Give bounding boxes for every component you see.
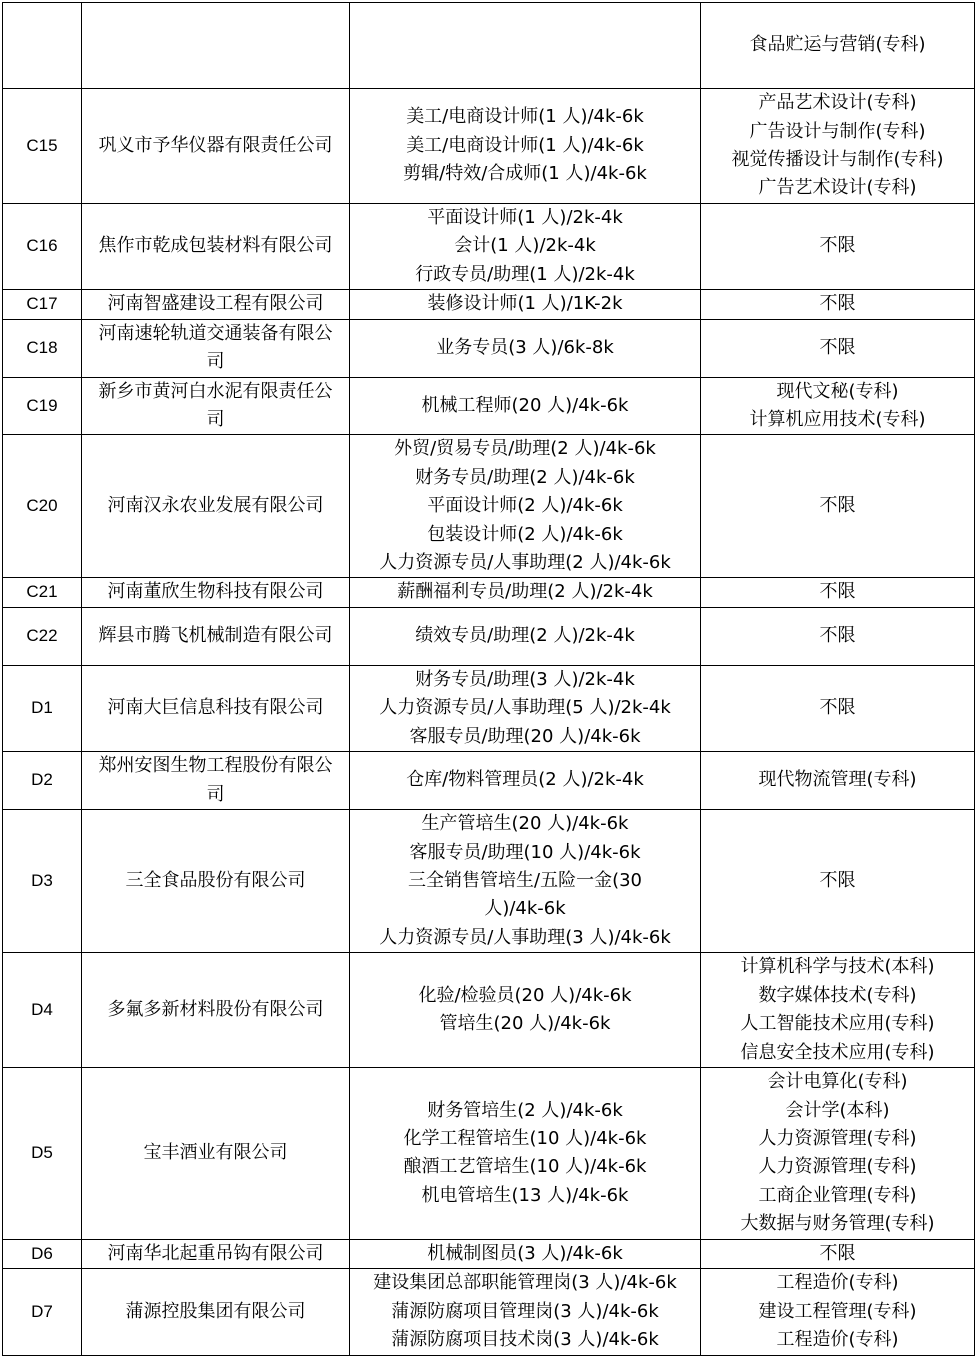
majors-cell <box>701 607 975 665</box>
major-item: 不限 <box>819 625 856 647</box>
company-name-cell: 辉县市腾飞机械制造有限公司 <box>82 607 350 665</box>
majors-cell <box>701 665 975 751</box>
position-item: 机械工程师(20 人)/4k-6k <box>421 394 629 416</box>
position-item: 客服专员/助理(20 人)/4k-6k <box>409 725 641 747</box>
majors-cell <box>701 204 975 290</box>
major-item: 人力资源管理(专科) <box>758 1127 917 1149</box>
table-row <box>3 204 975 290</box>
company-code-cell: C20 <box>3 435 82 578</box>
major-item: 会计电算化(专科) <box>767 1071 908 1093</box>
company-code-cell: C15 <box>3 89 82 204</box>
recruitment-table <box>2 2 975 1356</box>
position-item: 行政专员/助理(1 人)/2k-4k <box>415 263 635 285</box>
table-row <box>3 953 975 1068</box>
company-code-cell: C22 <box>3 607 82 665</box>
majors-cell <box>701 290 975 319</box>
company-name-cell: 三全食品股份有限公司 <box>82 810 350 953</box>
positions-cell <box>350 578 701 607</box>
positions-cell <box>350 953 701 1068</box>
major-item: 不限 <box>819 869 856 891</box>
majors-cell <box>701 953 975 1068</box>
position-item: 绩效专员/助理(2 人)/2k-4k <box>415 625 635 647</box>
position-item: 美工/电商设计师(1 人)/4k-6k <box>406 134 644 156</box>
major-item: 不限 <box>819 581 856 603</box>
positions-cell <box>350 319 701 377</box>
company-name-cell: 河南智盛建设工程有限公司 <box>82 290 350 319</box>
positions-cell <box>350 204 701 290</box>
position-item: 蒲源防腐项目管理岗(3 人)/4k-6k <box>391 1300 659 1322</box>
positions-cell <box>350 1268 701 1355</box>
major-item: 食品贮运与营销(专科) <box>749 34 926 56</box>
major-item: 不限 <box>819 235 856 257</box>
position-item: 机械制图员(3 人)/4k-6k <box>427 1242 623 1264</box>
major-item: 广告艺术设计(专科) <box>758 177 917 199</box>
position-item: 财务专员/助理(2 人)/4k-6k <box>415 466 635 488</box>
major-item: 工程造价(专科) <box>776 1272 899 1294</box>
table-row <box>3 665 975 751</box>
table-row <box>3 435 975 578</box>
position-item: 财务专员/助理(3 人)/2k-4k <box>415 668 635 690</box>
table-row <box>3 810 975 953</box>
position-item: 蒲源防腐项目技术岗(3 人)/4k-6k <box>391 1329 659 1351</box>
major-item: 广告设计与制作(专科) <box>749 120 926 142</box>
major-item: 不限 <box>819 495 856 517</box>
major-item: 工程造价(专科) <box>776 1329 899 1351</box>
company-name-cell: 巩义市予华仪器有限责任公司 <box>82 89 350 204</box>
position-item: 建设集团总部职能管理岗(3 人)/4k-6k <box>373 1272 677 1294</box>
positions-cell <box>350 752 701 810</box>
company-code-cell: D5 <box>3 1068 82 1239</box>
table-row <box>3 578 975 607</box>
company-code-cell: D1 <box>3 665 82 751</box>
position-item: 机电管培生(13 人)/4k-6k <box>421 1184 629 1206</box>
position-item: 薪酬福利专员/助理(2 人)/2k-4k <box>397 581 653 603</box>
table-row <box>3 1068 975 1239</box>
position-item: 财务管培生(2 人)/4k-6k <box>427 1099 623 1121</box>
majors-cell <box>701 578 975 607</box>
position-item: 平面设计师(1 人)/2k-4k <box>427 207 623 228</box>
positions-cell <box>350 1239 701 1268</box>
company-code-cell: C17 <box>3 290 82 319</box>
position-item: 三全销售管培生/五险一金(30 人)/4k-6k <box>408 869 642 920</box>
majors-cell <box>701 377 975 435</box>
major-item: 工商企业管理(专科) <box>758 1184 917 1206</box>
position-item: 装修设计师(1 人)/1K-2k <box>427 293 623 315</box>
company-code-cell <box>3 3 82 89</box>
position-item: 客服专员/助理(10 人)/4k-6k <box>409 841 641 863</box>
position-item: 仓库/物料管理员(2 人)/2k-4k <box>406 769 644 791</box>
table-row <box>3 752 975 810</box>
table-row <box>3 377 975 435</box>
company-code-cell: D4 <box>3 953 82 1068</box>
table-row <box>3 319 975 377</box>
company-name-cell: 多氟多新材料股份有限公司 <box>82 953 350 1068</box>
major-item: 大数据与财务管理(专科) <box>740 1213 935 1235</box>
position-item: 包装设计师(2 人)/4k-6k <box>427 523 623 545</box>
positions-cell <box>350 810 701 953</box>
table-row <box>3 89 975 204</box>
company-code-cell: D3 <box>3 810 82 953</box>
table-body <box>3 3 975 1356</box>
company-name-cell: 河南大巨信息科技有限公司 <box>82 665 350 751</box>
majors-cell <box>701 752 975 810</box>
majors-cell <box>701 1068 975 1239</box>
positions-cell <box>350 290 701 319</box>
company-name-cell: 河南董欣生物科技有限公司 <box>82 578 350 607</box>
major-item: 计算机应用技术(专科) <box>749 409 926 431</box>
position-item: 剪辑/特效/合成师(1 人)/4k-6k <box>403 163 647 185</box>
positions-cell <box>350 607 701 665</box>
major-item: 现代文秘(专科) <box>776 380 899 402</box>
major-item: 人力资源管理(专科) <box>758 1156 917 1178</box>
table-row <box>3 1268 975 1355</box>
majors-cell <box>701 1239 975 1268</box>
company-code-cell: C19 <box>3 377 82 435</box>
major-item: 会计学(本科) <box>785 1099 890 1121</box>
major-item: 数字媒体技术(专科) <box>758 984 917 1006</box>
major-item: 不限 <box>819 697 856 719</box>
position-item: 酿酒工艺管培生(10 人)/4k-6k <box>403 1156 647 1178</box>
positions-cell <box>350 665 701 751</box>
position-item: 会计(1 人)/2k-4k <box>454 235 596 257</box>
position-item: 人力资源专员/人事助理(3 人)/4k-6k <box>379 926 671 948</box>
position-item: 美工/电商设计师(1 人)/4k-6k <box>406 106 644 128</box>
major-item: 人工智能技术应用(专科) <box>740 1013 935 1035</box>
major-item: 不限 <box>819 336 856 358</box>
company-name-cell: 宝丰酒业有限公司 <box>82 1068 350 1239</box>
company-code-cell: D2 <box>3 752 82 810</box>
majors-cell <box>701 810 975 953</box>
majors-cell <box>701 435 975 578</box>
company-code-cell: C18 <box>3 319 82 377</box>
positions-cell <box>350 435 701 578</box>
major-item: 计算机科学与技术(本科) <box>740 956 935 978</box>
position-item: 化验/检验员(20 人)/4k-6k <box>418 984 632 1006</box>
major-item: 建设工程管理(专科) <box>758 1300 917 1322</box>
position-item: 化学工程管培生(10 人)/4k-6k <box>403 1127 647 1149</box>
position-item: 平面设计师(2 人)/4k-6k <box>427 495 623 517</box>
company-name-cell: 新乡市黄河白水泥有限责任公司 <box>82 377 350 435</box>
positions-cell <box>350 3 701 89</box>
company-name-cell <box>82 3 350 89</box>
table-row <box>3 607 975 665</box>
positions-cell <box>350 377 701 435</box>
table-row <box>3 3 975 89</box>
company-name-cell: 河南汉永农业发展有限公司 <box>82 435 350 578</box>
position-item: 管培生(20 人)/4k-6k <box>439 1013 611 1035</box>
majors-cell <box>701 1268 975 1355</box>
table-row <box>3 290 975 319</box>
majors-cell <box>701 3 975 89</box>
position-item: 外贸/贸易专员/助理(2 人)/4k-6k <box>394 438 656 460</box>
positions-cell <box>350 1068 701 1239</box>
major-item: 不限 <box>819 293 856 315</box>
company-code-cell: C21 <box>3 578 82 607</box>
majors-cell <box>701 89 975 204</box>
table-row <box>3 1239 975 1268</box>
position-item: 生产管培生(20 人)/4k-6k <box>421 813 629 835</box>
position-item: 业务专员(3 人)/6k-8k <box>436 336 614 358</box>
position-item: 人力资源专员/人事助理(5 人)/2k-4k <box>379 697 671 719</box>
company-code-cell: D7 <box>3 1268 82 1355</box>
positions-cell <box>350 89 701 204</box>
company-name-cell: 焦作市乾成包装材料有限公司 <box>82 204 350 290</box>
company-code-cell: D6 <box>3 1239 82 1268</box>
major-item: 信息安全技术应用(专科) <box>740 1041 935 1063</box>
major-item: 产品艺术设计(专科) <box>758 92 917 114</box>
company-name-cell: 河南华北起重吊钩有限公司 <box>82 1239 350 1268</box>
company-name-cell: 蒲源控股集团有限公司 <box>82 1268 350 1355</box>
majors-cell <box>701 319 975 377</box>
position-item: 人力资源专员/人事助理(2 人)/4k-6k <box>379 552 671 574</box>
company-name-cell: 郑州安图生物工程股份有限公司 <box>82 752 350 810</box>
company-code-cell: C16 <box>3 204 82 290</box>
major-item: 不限 <box>819 1242 856 1264</box>
major-item: 视觉传播设计与制作(专科) <box>731 149 944 170</box>
company-name-cell: 河南速轮轨道交通装备有限公司 <box>82 319 350 377</box>
major-item: 现代物流管理(专科) <box>758 769 917 791</box>
